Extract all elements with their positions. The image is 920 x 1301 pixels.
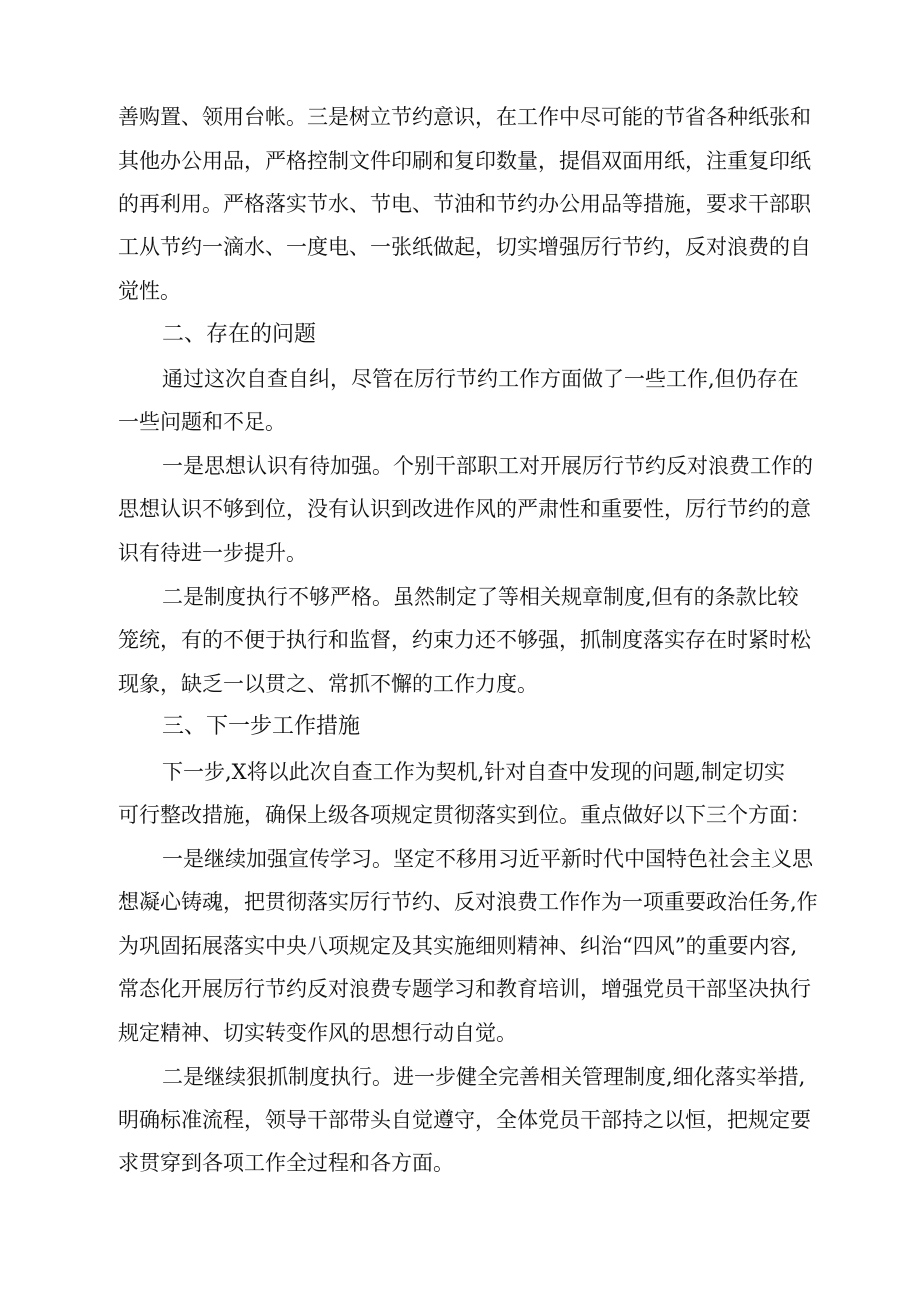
paragraph-line: 一是继续加强宣传学习。坚定不移用习近平新时代中国特色社会主义思 xyxy=(162,847,813,871)
paragraph-line: 明确标准流程，领导干部带头自觉遵守，全体党员干部持之以恒，把规定要 xyxy=(118,1108,811,1132)
paragraph-line: 求贯穿到各项工作全过程和各方面。 xyxy=(118,1151,454,1175)
section-heading-problems: 二、存在的问题 xyxy=(162,322,317,347)
paragraph-line: 想凝心铸魂，把贯彻落实厉行节约、反对浪费工作作为一项重要政治任务,作 xyxy=(118,890,818,914)
paragraph-line: 思想认识不够到位，没有认识到改进作风的严肃性和重要性，厉行节约的意 xyxy=(118,497,811,521)
paragraph-line: 善购置、领用台帐。三是树立节约意识，在工作中尽可能的节省各种纸张和 xyxy=(118,105,811,129)
paragraph-line: 常态化开展厉行节约反对浪费专题学习和教育培训，增强党员干部坚决执行 xyxy=(118,977,811,1001)
paragraph-line: 工从节约一滴水、一度电、一张纸做起，切实增强厉行节约，反对浪费的自 xyxy=(118,235,811,259)
paragraph-line: 笼统，有的不便于执行和监督，约束力还不够强，抓制度落实存在时紧时松 xyxy=(118,628,811,652)
paragraph-line: 其他办公用品，严格控制文件印刷和复印数量，提倡双面用纸，注重复印纸 xyxy=(118,149,811,173)
paragraph-line: 一些问题和不足。 xyxy=(118,410,286,434)
paragraph-line: 识有待进一步提升。 xyxy=(118,541,307,565)
paragraph-line: 下一步,X将以此次自查工作为契机,针对自查中发现的问题,制定切实 xyxy=(162,760,785,784)
paragraph-line: 二是继续狠抓制度执行。进一步健全完善相关管理制度,细化落实举措, xyxy=(162,1065,806,1089)
paragraph-line: 二是制度执行不够严格。虽然制定了等相关规章制度,但有的条款比较 xyxy=(162,585,799,609)
paragraph-line: 通过这次自查自纠，尽管在厉行节约工作方面做了一些工作,但仍存在 xyxy=(162,367,799,391)
paragraph-line: 为巩固拓展落实中央八项规定及其实施细则精神、纠治“四风”的重要内容, xyxy=(118,934,798,958)
section-heading-next-steps: 三、下一步工作措施 xyxy=(162,714,361,739)
paragraph-line: 觉性。 xyxy=(118,279,181,303)
paragraph-line: 一是思想认识有待加强。个别干部职工对开展厉行节约反对浪费工作的 xyxy=(162,454,813,478)
paragraph-line: 的再利用。严格落实节水、节电、节油和节约办公用品等措施，要求干部职 xyxy=(118,192,811,216)
paragraph-line: 可行整改措施，确保上级各项规定贯彻落实到位。重点做好以下三个方面： xyxy=(118,803,811,827)
paragraph-line: 规定精神、切实转变作风的思想行动自觉。 xyxy=(118,1021,517,1045)
paragraph-line: 现象，缺乏一以贯之、常抓不懈的工作力度。 xyxy=(118,672,538,696)
